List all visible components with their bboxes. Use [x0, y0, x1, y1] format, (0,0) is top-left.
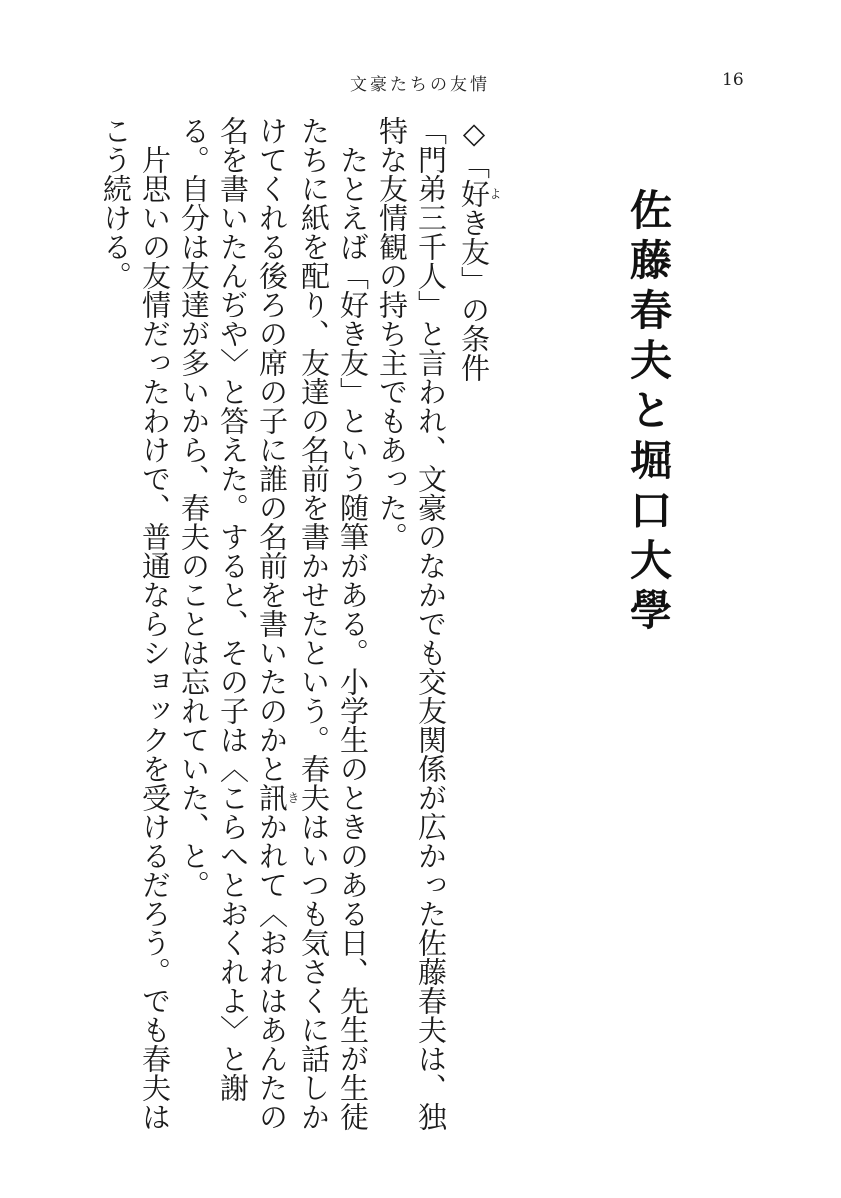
heading-ruby — [457, 179, 502, 208]
heading-text: き友」の条件 — [457, 208, 491, 382]
heading-ruby-reading: よ — [488, 179, 502, 208]
chapter-title: 佐藤春夫と堀口大學 — [624, 188, 673, 638]
paragraph-1: 「門弟三千人」と言われ、文豪のなかでも交友関係が広かった佐藤春夫は、独特な友情観の持ち主でもあった。 — [375, 116, 448, 1131]
page-number: 16 — [722, 70, 744, 90]
paragraph-2-part2: かれて〈おれはあんたの名を書いたんぢや〉と答えた。すると、その子は〈こらへとおくれよ〉と謝る。自分は友達が多いから、春夫のことは忘れていた、と。 — [177, 116, 289, 1131]
heading-ruby-base: 好 — [457, 179, 491, 208]
paragraph-2 — [174, 116, 372, 1136]
paragraph-2-ruby-base: 訊 — [255, 783, 289, 812]
section-heading — [454, 116, 501, 1136]
running-header-title: 文豪たちの友情 — [350, 75, 490, 95]
paragraph-2-ruby — [255, 783, 300, 812]
paragraph-2-part1: たとえば「好き友」という随筆がある。小学生のときのある日、先生が生徒たちに紙を配り、友達の名前を書かせたという。春夫はいつも気さくに話しかけてくれる後ろの席の子に誰の名前を書いたのかと — [255, 116, 370, 1131]
heading-bracket: 「 — [457, 150, 491, 179]
body-text — [96, 116, 501, 1136]
paragraph-2-ruby-reading: き — [286, 783, 300, 812]
diamond-icon: ◇ — [457, 116, 491, 150]
paragraph-3: 片思いの友情だったわけで、普通ならショックを受けるだろう。でも春夫はこう続ける。 — [99, 116, 172, 1131]
